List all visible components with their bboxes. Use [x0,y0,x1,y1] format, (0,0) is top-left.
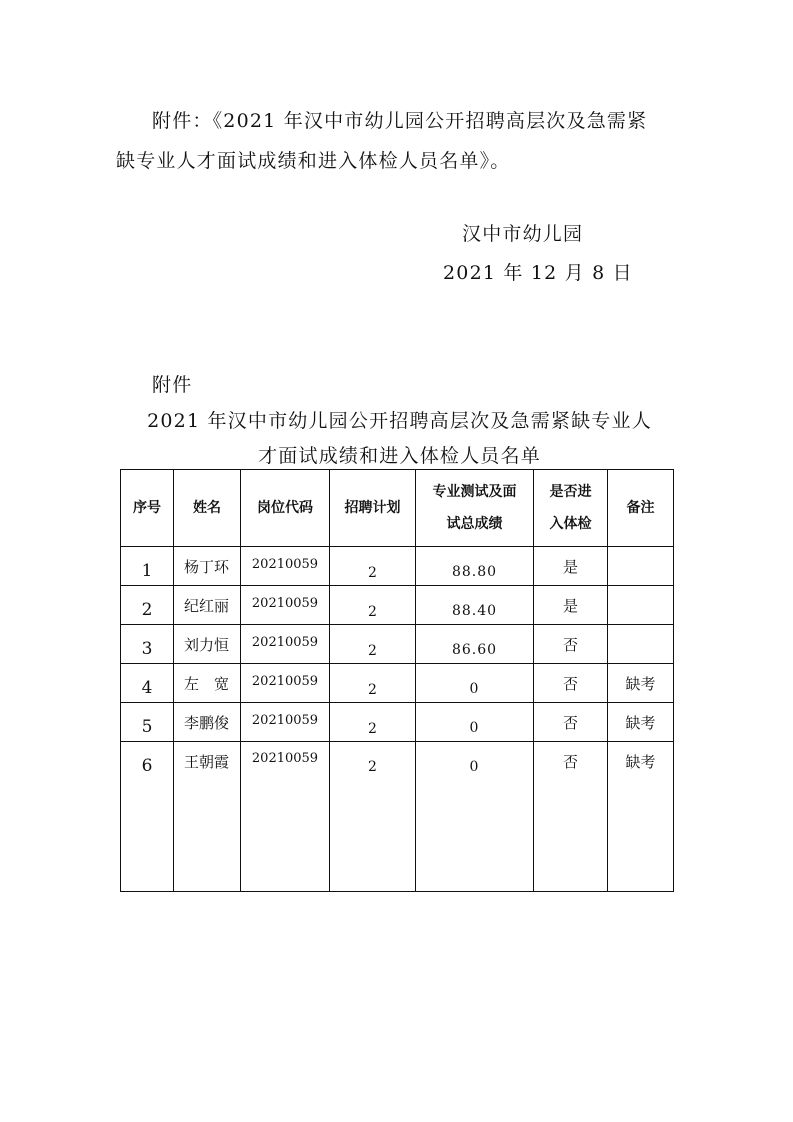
table-title-line-1: 2021 年汉中市幼儿园公开招聘高层次及急需紧缺专业人 [147,410,652,432]
cell-plan: 2 [330,742,416,892]
cell-note: 缺考 [608,664,674,703]
table-row [121,664,674,703]
cell-score: 88.80 [416,547,534,586]
cell-score: 0 [416,703,534,742]
header-name: 姓名 [174,470,241,547]
cell-no: 4 [121,664,174,703]
cell-pass: 是 [534,586,608,625]
cell-code: 20210059 [241,547,330,586]
cell-no: 5 [121,703,174,742]
table-row [121,586,674,625]
notice-line-1: 附件：《2021 年汉中市幼儿园公开招聘高层次及急需紧 [152,110,648,132]
attachment-label: 附件 [152,374,193,396]
cell-code: 20210059 [241,742,330,892]
cell-pass: 否 [534,664,608,703]
cell-code: 20210059 [241,703,330,742]
cell-no: 6 [121,742,174,892]
notice-line-2: 缺专业人才面试成绩和进入体检人员名单》。 [116,150,511,172]
header-score [416,470,534,547]
cell-name: 纪红丽 [174,586,241,625]
header-pass-line-2: 入体检 [549,516,592,532]
cell-score: 86.60 [416,625,534,664]
cell-name: 刘力恒 [174,625,241,664]
cell-name: 杨丁环 [174,547,241,586]
cell-note [608,625,674,664]
cell-note [608,547,674,586]
cell-pass: 否 [534,625,608,664]
cell-pass: 否 [534,742,608,892]
issuing-organization: 汉中市幼儿园 [462,223,584,245]
results-table [120,469,674,892]
issue-date: 2021 年 12 月 8 日 [443,262,633,284]
cell-no: 1 [121,547,174,586]
header-no: 序号 [121,470,174,547]
cell-name: 王朝霞 [174,742,241,892]
cell-plan: 2 [330,625,416,664]
table-row [121,703,674,742]
header-note: 备注 [608,470,674,547]
cell-code: 20210059 [241,586,330,625]
header-pass [534,470,608,547]
table-row [121,625,674,664]
cell-pass: 是 [534,547,608,586]
header-score-line-2: 试总成绩 [446,516,503,532]
table-row [121,742,674,892]
cell-plan: 2 [330,586,416,625]
cell-note: 缺考 [608,703,674,742]
table-title-line-2: 才面试成绩和进入体检人员名单 [258,445,541,467]
cell-no: 2 [121,586,174,625]
header-score-line-1: 专业测试及面 [432,484,517,500]
cell-name: 左 宽 [174,664,241,703]
cell-note [608,586,674,625]
cell-plan: 2 [330,664,416,703]
header-plan: 招聘计划 [330,470,416,547]
cell-name: 李鹏俊 [174,703,241,742]
cell-score: 88.40 [416,586,534,625]
cell-no: 3 [121,625,174,664]
cell-score: 0 [416,664,534,703]
table-row [121,547,674,586]
cell-pass: 否 [534,703,608,742]
cell-note: 缺考 [608,742,674,892]
header-code: 岗位代码 [241,470,330,547]
cell-score: 0 [416,742,534,892]
cell-plan: 2 [330,703,416,742]
table-header-row [121,470,674,547]
cell-code: 20210059 [241,664,330,703]
header-pass-line-1: 是否进 [549,484,592,500]
cell-plan: 2 [330,547,416,586]
cell-code: 20210059 [241,625,330,664]
